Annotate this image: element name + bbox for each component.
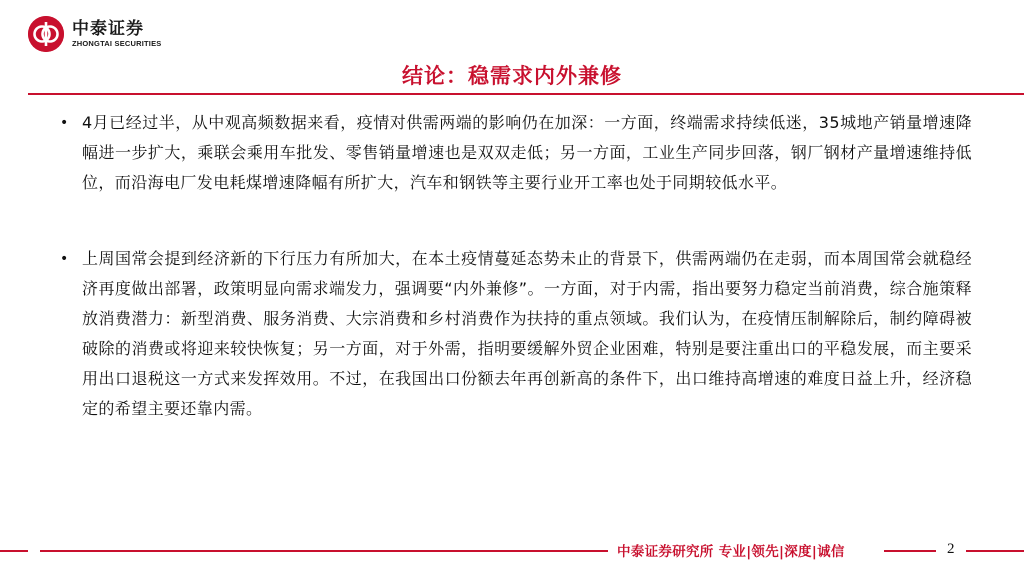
title-bar [0, 58, 1024, 94]
brand-name-cn: 中泰证券 [72, 19, 144, 39]
bullet-text: 4月已经过半，从中观高频数据来看，疫情对供需两端的影响仍在加深：一方面，终端需求持续低迷，35城地产销量增速降幅进一步扩大，乘联会乘用车批发、零售销量增速也是双双走低；另一方面，工业生产同步回落，钢厂钢材产量增速维持低位，而沿海电厂发电耗煤增速降幅有所扩大，汽车和钢铁等主要行业开工率也处于同期较低水平。 [82, 113, 972, 192]
footer-line-left [0, 550, 28, 552]
bullet-text: 上周国常会提到经济新的下行压力有所加大，在本土疫情蔓延态势未止的背景下，供需两端仍在走弱，而本周国常会就稳经济再度做出部署，政策明显向需求端发力，强调要“内外兼修”。一方面，对于内需，指出要努力稳定当前消费，综合施策释放消费潜力：新型消费、服务消费、大宗消费和乡村消费作为扶持的重点领域。我们认为，在疫情压制解除后，制约障碍被破除的消费或将迎来较快恢复；另一方面，对于外需，指明要缓解外贸企业困难，特别是要注重出口的平稳发展，而主要采用出口退税这一方式来发挥效用。不过，在我国出口份额去年再创新高的条件下，出口维持高增速的难度日益上升，经济稳定的希望主要还靠内需。 [82, 249, 972, 418]
bullet-dot-icon: • [60, 251, 69, 267]
bullet-dot-icon: • [60, 115, 69, 131]
brand-name-en: ZHONGTAI SECURITIES [72, 39, 162, 48]
bullet-item [60, 108, 972, 198]
footer-line-end [966, 550, 1024, 552]
bullet-item [60, 244, 972, 424]
footer-slogan: 中泰证券研究所 专业|领先|深度|诚信 [617, 544, 845, 560]
title-underline [28, 93, 1024, 95]
footer-line-right [884, 550, 936, 552]
brand-logo-icon [28, 16, 64, 52]
slide-content [60, 108, 972, 424]
footer-line-mid [40, 550, 608, 552]
page-number: 2 [947, 541, 955, 557]
brand-logo [28, 16, 162, 52]
footer [0, 540, 1024, 562]
slide-title: 结论：稳需求内外兼修 [402, 63, 622, 88]
